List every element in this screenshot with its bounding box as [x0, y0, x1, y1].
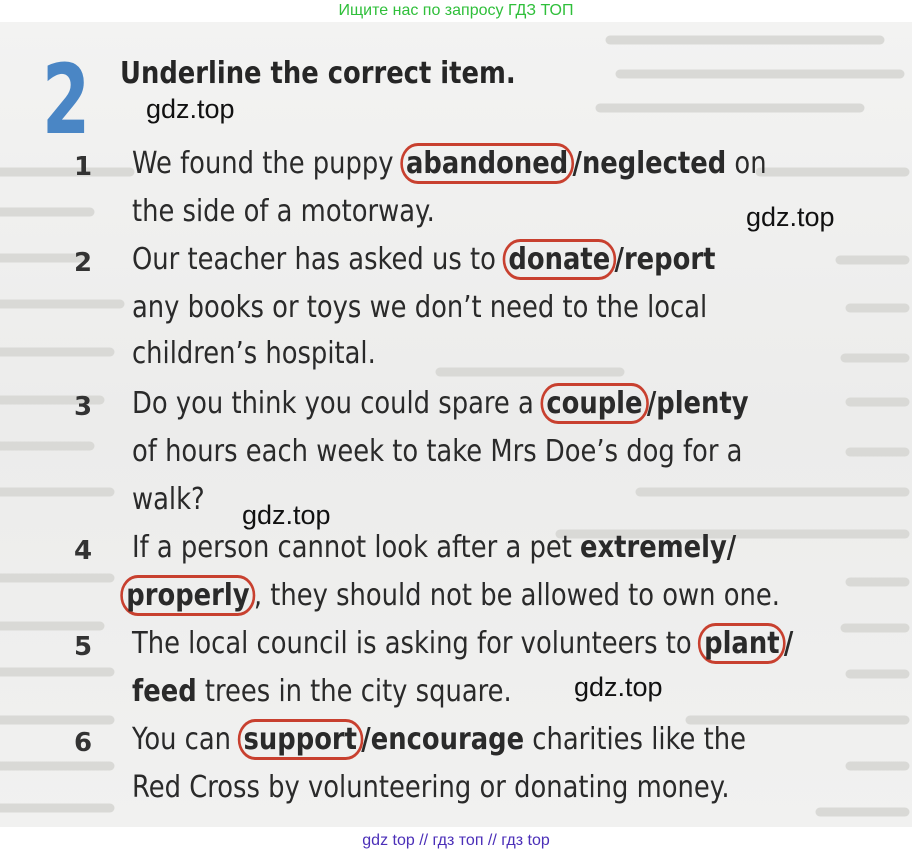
option-separator: / [783, 626, 794, 661]
item-1-line-1 [132, 146, 767, 181]
watermark: gdz.top [242, 500, 331, 530]
item-text: on [726, 146, 767, 181]
item-5-line-2 [132, 674, 512, 709]
item-text: charities like the [524, 722, 746, 757]
item-6-line-2: Red Cross by volunteering or donating money. [132, 770, 730, 805]
item-number: 3 [74, 392, 93, 422]
selected-option: donate [502, 239, 616, 280]
item-3-line-1 [132, 386, 749, 421]
footer-links: gdz top // гдз топ // гдз top [0, 827, 912, 855]
option-separator: / [361, 722, 371, 757]
option: extremely [580, 530, 727, 565]
item-text: If a person cannot look after a pet [132, 530, 581, 565]
item-number: 1 [74, 152, 93, 182]
option-separator: / [646, 386, 657, 421]
item-4-line-1 [132, 530, 736, 565]
item-text: You can [132, 722, 240, 757]
item-text: Our teacher has asked us to [132, 242, 505, 277]
selected-option: plant [698, 623, 785, 664]
item-3-line-2: of hours each week to take Mrs Doe’s dog for a [132, 434, 743, 469]
item-1-line-2: the side of a motorway. [132, 194, 435, 229]
exercise-instruction: Underline the correct item. [120, 56, 516, 91]
selected-option: couple [540, 383, 648, 424]
selected-option: properly [120, 575, 255, 616]
option: feed [132, 674, 197, 709]
item-2-line-2: any books or toys we don’t need to the local [132, 290, 708, 325]
item-2-line-1 [132, 242, 715, 277]
item-2-line-3: children’s hospital. [132, 336, 376, 371]
item-text: The local council is asking for volunteers to [132, 626, 700, 661]
option: neglected [581, 146, 727, 181]
item-5-line-1 [132, 626, 793, 661]
item-3-line-3: walk? [132, 482, 205, 517]
item-text: Do you think you could spare a [132, 386, 543, 421]
option: plenty [656, 386, 749, 421]
item-number: 5 [74, 632, 93, 662]
option-separator: / [726, 530, 737, 565]
item-number: 4 [74, 536, 93, 566]
textbook-page [0, 22, 912, 827]
item-number: 2 [74, 248, 93, 278]
top-banner: Ищите нас по запросу ГДЗ ТОП [338, 2, 574, 19]
item-text: , they should not be allowed to own one. [253, 578, 780, 613]
item-text: We found the puppy [132, 146, 402, 181]
item-number: 6 [74, 728, 93, 758]
selected-option: support [238, 719, 363, 760]
watermark: gdz.top [746, 202, 835, 232]
item-text: trees in the city square. [196, 674, 512, 709]
watermark: gdz.top [146, 94, 235, 124]
item-6-line-1 [132, 722, 746, 757]
selected-option: abandoned [400, 143, 574, 184]
option-separator: / [614, 242, 624, 277]
watermark: gdz.top [574, 672, 663, 702]
exercise-number: 2 [42, 44, 91, 156]
item-4-line-2 [122, 578, 780, 613]
option: encourage [370, 722, 525, 757]
option-separator: / [572, 146, 582, 181]
option: report [623, 242, 716, 277]
